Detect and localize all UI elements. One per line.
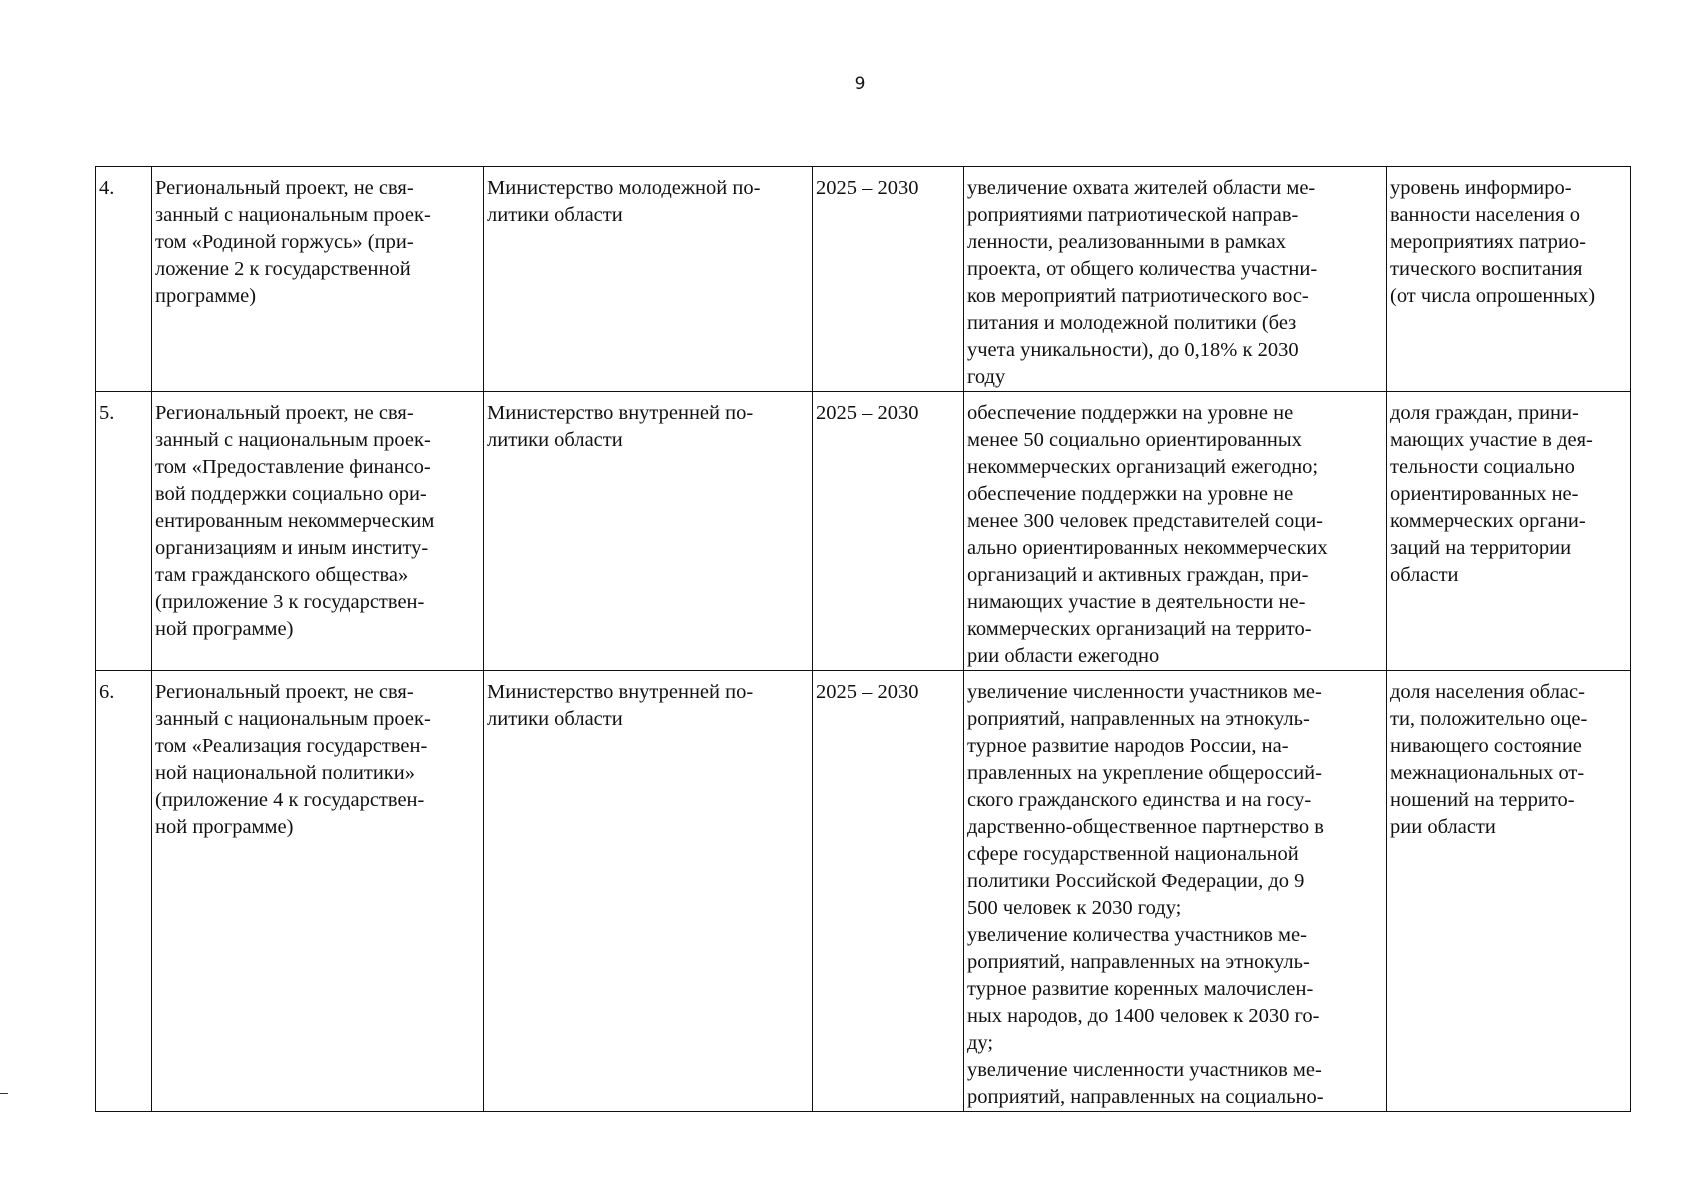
period: 2025 – 2030	[816, 402, 919, 424]
page-number: 9	[854, 74, 866, 94]
period-cell	[813, 392, 964, 671]
margin-mark	[0, 1093, 8, 1094]
indicator-cell	[1387, 671, 1631, 1112]
result: увеличение охвата жителей области ме- роприятиями патриотической направ- ленности, реализованными в рамках проекта, от общего количества участни- ков мероприятий патриотического вос- питания и молодежной политики (без учета уникальности), до 0,18% к 2030 году	[967, 177, 1318, 388]
table-row	[96, 671, 1631, 1112]
result: обеспечение поддержки на уровне не менее 50 социально ориентированных некоммерческих организаций ежегодно; обеспечение поддержки на уровне не менее 300 человек представителей соци- ально ориентированных некоммерческих организаций и активных граждан, при- нимающих участие в деятельности не- коммерческих организаций на террито- рии области ежегодно	[967, 402, 1328, 667]
row-number: 5.	[99, 402, 115, 424]
indicator: доля населения облас- ти, положительно оце- нивающего состояние межнациональных от- ношений на террито- рии области	[1390, 681, 1588, 838]
executor-cell	[484, 392, 813, 671]
program-table	[95, 166, 1631, 1112]
period-cell	[813, 167, 964, 392]
indicator-cell	[1387, 392, 1631, 671]
row-number-cell	[96, 167, 152, 392]
period: 2025 – 2030	[816, 177, 919, 199]
period: 2025 – 2030	[816, 681, 919, 703]
project-name-cell	[152, 671, 484, 1112]
result: увеличение численности участников ме- роприятий, направленных на этнокуль- турное развитие народов России, на- правленных на укрепление общероссий- ского гражданского единства и на госу- дарственно-общественное партнерство в сфере государственной национальной политики Российской Федерации, до 9 500 человек к 2030 году; увеличение количества участников ме- роприятий, направленных на этнокуль- турное развитие коренных малочислен- ных народов, до 1400 человек к 2030 го- ду; увеличение численности участников ме- роприятий, направленных на социально-	[967, 681, 1324, 1108]
executor-cell	[484, 671, 813, 1112]
indicator: доля граждан, прини- мающих участие в дея- тельности социально ориентированных не- коммерческих органи- заций на территории области	[1390, 402, 1593, 586]
table-row	[96, 167, 1631, 392]
executor: Министерство внутренней по- литики области	[487, 681, 754, 730]
indicator: уровень информиро- ванности населения о мероприятиях патрио- тического воспитания (от числа опрошенных)	[1390, 177, 1596, 307]
executor: Министерство внутренней по- литики области	[487, 402, 754, 451]
table-row	[96, 392, 1631, 671]
project-name: Региональный проект, не свя- занный с национальным проек- том «Реализация государствен- ной национальной политики» (приложение 4 к государствен- ной программе)	[155, 681, 431, 838]
row-number: 6.	[99, 681, 115, 703]
row-number-cell	[96, 671, 152, 1112]
project-name-cell	[152, 392, 484, 671]
result-cell	[964, 167, 1387, 392]
indicator-cell	[1387, 167, 1631, 392]
project-name: Региональный проект, не свя- занный с национальным проек- том «Предоставление финансо- вой поддержки социально ори- ентированным некоммерческим организациям и иным институ- там гражданского общества» (приложение 3 к государствен- ной программе)	[155, 402, 435, 640]
executor-cell	[484, 167, 813, 392]
row-number: 4.	[99, 177, 115, 199]
result-cell	[964, 671, 1387, 1112]
project-name: Региональный проект, не свя- занный с национальным проек- том «Родиной горжусь» (при- ложение 2 к государственной программе)	[155, 177, 431, 307]
executor: Министерство молодежной по- литики области	[487, 177, 761, 226]
period-cell	[813, 671, 964, 1112]
result-cell	[964, 392, 1387, 671]
project-name-cell	[152, 167, 484, 392]
row-number-cell	[96, 392, 152, 671]
